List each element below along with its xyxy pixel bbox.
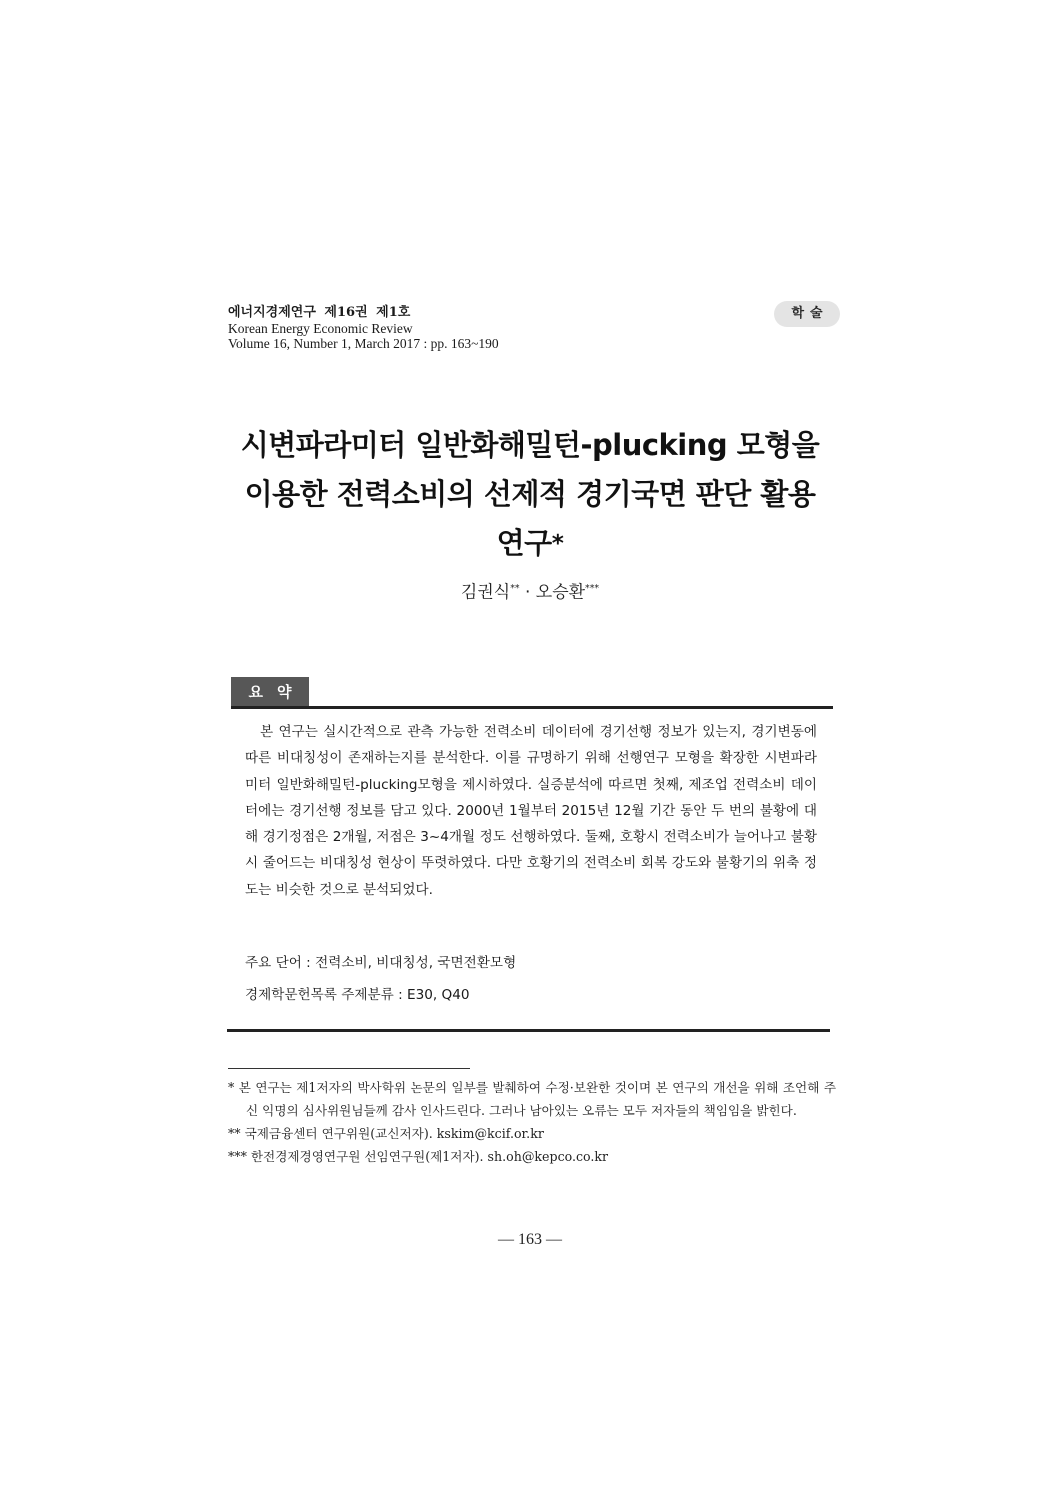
abstract-text: 본 연구는 실시간적으로 관측 가능한 전력소비 데이터에 경기선행 정보가 있는지, 경기변동에 따른 비대칭성이 존재하는지를 분석한다. 이를 규명하기 위해 선행연구 모형을 확장한 시변파라미터 일반화해밀턴-plucking모형을 제시하였다. 실증분석에 따르면 첫째, 제조업 전력소비 데이터에는 경기선행 정보를 담고 있다. 2000년 1월부터 2015년 12월 기간 동안 두 번의 불황에 대해 경기정점은 2개월, 저점은 3~4개월 정도 선행하였다. 둘째, 호황시 전력소비가 늘어나고 불황시 줄어드는 비대칭성 현상이 뚜렷하였다. 다만 호황기의 전력소비 회복 강도와 불황기의 위축 정도는 비슷한 것으로 분석되었다. [245,724,817,898]
footnotes [228,1076,836,1168]
title-line-3-text: 연구 [496,526,552,560]
footnote-author-1: ** 국제금융센터 연구위원(교신저자). kskim@kcif.or.kr [228,1126,544,1141]
title-line-3 [200,519,860,568]
footnote-acknowledgement: * 본 연구는 제1저자의 박사학위 논문의 일부를 발췌하여 수정·보완한 것이며 본 연구의 개선을 위해 조언해 주신 익명의 심사위원님들께 감사 인사드린다. 그러나 남아있는 오류는 모두 저자들의 책임임을 밝힌다. [228,1080,836,1118]
journal-volume-info: Volume 16, Number 1, March 2017 : pp. 163~190 [228,336,499,351]
paper-title [200,421,860,568]
article-type-badge: 학술 [774,301,840,327]
journal-title-english: Korean Energy Economic Review [228,321,413,336]
author-2-name: 오승환 [535,582,586,603]
footnote-divider [228,1068,470,1069]
page-number: — 163 — [498,1231,562,1248]
title-line-2: 이용한 전력소비의 선제적 경기국면 판단 활용 [244,477,816,511]
author-2-mark: *** [585,583,600,594]
journal-header [228,304,840,351]
jel-classification-line: 경제학문헌목록 주제분류 : E30, Q40 [245,987,470,1003]
author-list [330,576,730,606]
journal-title-korean: 에너지경제연구 제16권 제1호 [228,305,411,320]
abstract-bottom-rule [227,1029,830,1032]
title-line-1: 시변파라미터 일반화해밀턴-plucking 모형을 [240,428,820,462]
abstract-label: 요약 [231,677,309,707]
abstract-top-rule [231,706,833,709]
footnote-author-2: *** 한전경제경영연구원 선임연구원(제1저자). sh.oh@kepco.co.kr [228,1149,609,1164]
author-1-name: 김권식 [460,582,511,603]
author-1-mark: ** [510,583,520,594]
title-footnote-mark: * [551,530,564,557]
keywords-line: 주요 단어 : 전력소비, 비대칭성, 국면전환모형 [245,955,517,971]
author-separator: · [524,582,531,603]
